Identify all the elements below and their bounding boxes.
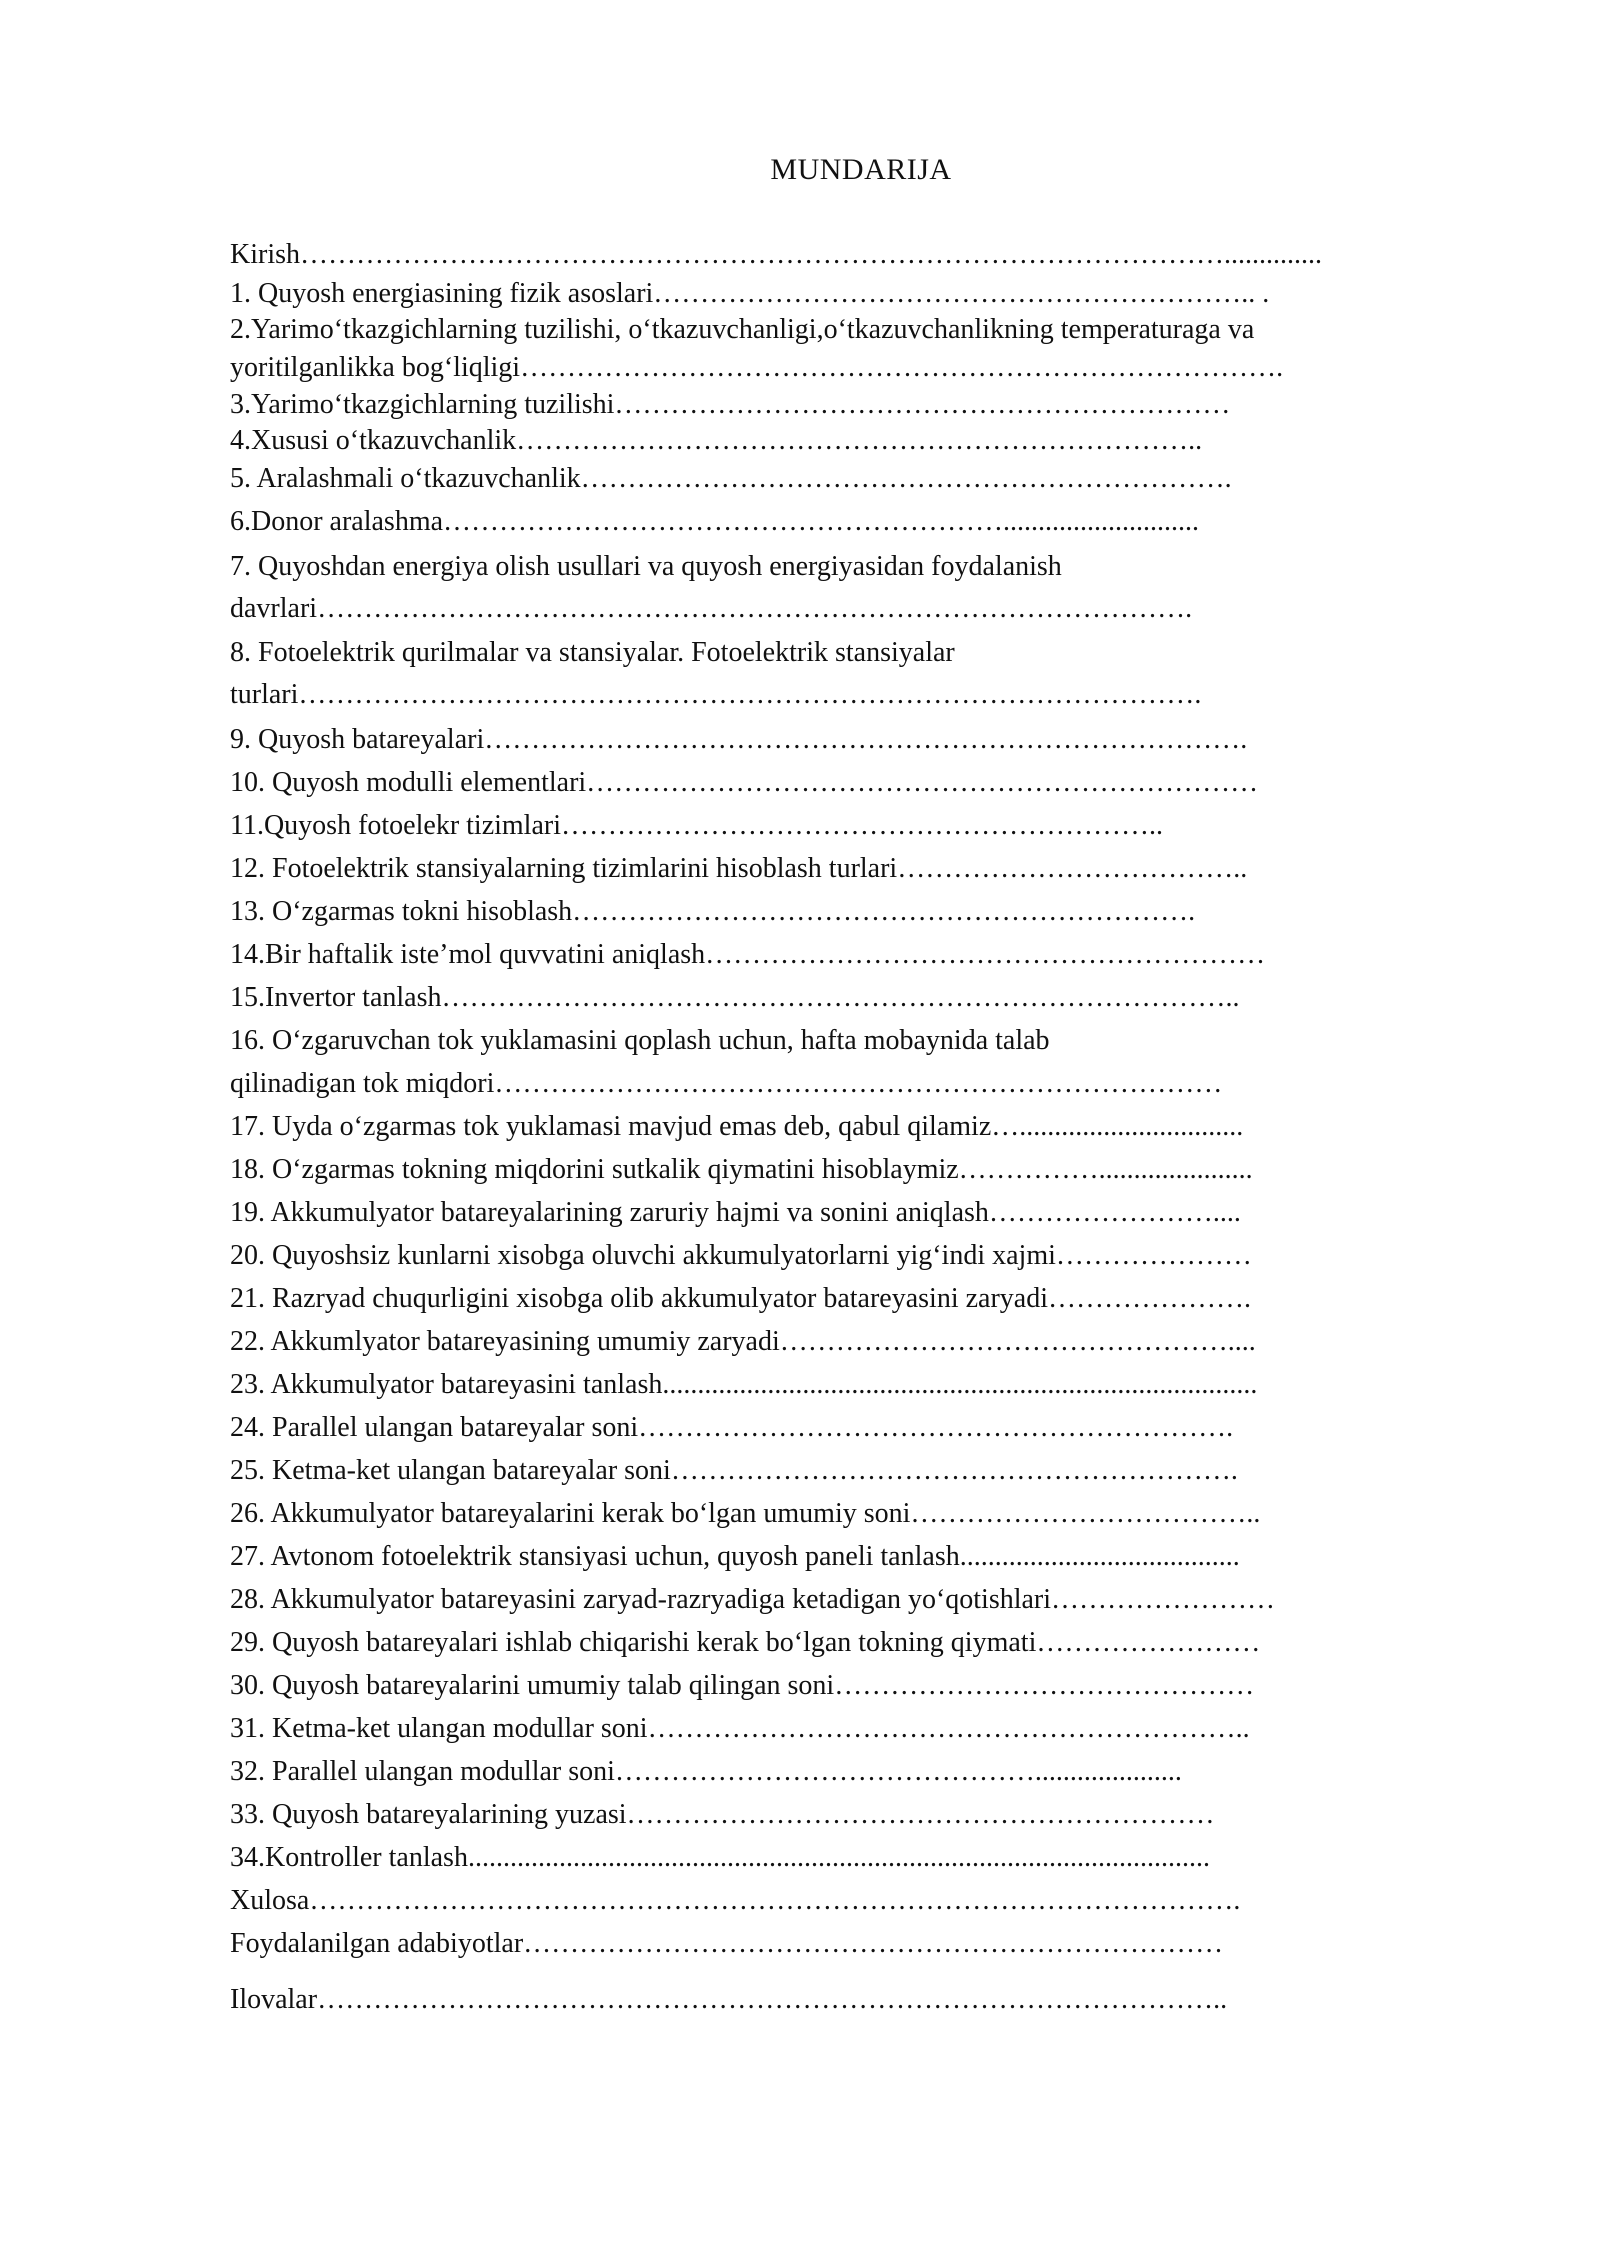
toc-entry: 26. Akkumulyator batareyalarini kerak bo‘lgan umumiy soni………………………………..: [230, 1498, 1261, 1529]
toc-entry: 18. O‘zgarmas tokning miqdorini sutkalik qiymatini hisoblaymiz……………......................: [230, 1154, 1253, 1185]
toc-entry: 15.Invertor tanlash…………………………………………………………………………..: [230, 982, 1240, 1013]
toc-entry: 17. Uyda o‘zgarmas tok yuklamasi mavjud emas deb, qabul qilamiz…................................: [230, 1111, 1244, 1142]
toc-entry: 29. Quyosh batareyalari ishlab chiqarishi kerak bo‘lgan tokning qiymati……………………: [230, 1627, 1261, 1658]
toc-entry: 31. Ketma-ket ulangan modullar soni………………………………………………………..: [230, 1713, 1250, 1744]
toc-entry: 20. Quyoshsiz kunlarni xisobga oluvchi akkumulyatorlarni yig‘indi xajmi…………………: [230, 1240, 1252, 1271]
toc-entry-line: 7. Quyoshdan energiya olish usullari va quyosh energiyasidan foydalanish: [230, 551, 1062, 582]
toc-entry: 11.Quyosh fotoelekr tizimlari………………………………………………………..: [230, 810, 1163, 841]
toc-entry: Ilovalar……………………………………………………………………………………..: [230, 1984, 1228, 2015]
toc-entry: 1. Quyosh energiasining fizik asoslari……………………………………………………….. .: [230, 278, 1270, 309]
toc-entry-line: qilinadigan tok miqdori……………………………………………………………………: [230, 1068, 1223, 1099]
toc-entry: 12. Fotoelektrik stansiyalarning tizimlarini hisoblash turlari………………………………..: [230, 853, 1248, 884]
toc-entry: 14.Bir haftalik iste’mol quvvatini aniqlash……………………………………………………: [230, 939, 1266, 970]
toc-entry-line: 16. O‘zgaruvchan tok yuklamasini qoplash uchun, hafta mobaynida talab: [230, 1025, 1050, 1056]
toc-entry: 3.Yarimo‘tkazgichlarning tuzilishi…………………………………………………………: [230, 389, 1231, 420]
toc-entry: 33. Quyosh batareyalarining yuzasi………………………………………………………: [230, 1799, 1215, 1830]
toc-entry-line: 2.Yarimo‘tkazgichlarning tuzilishi, o‘tkazuvchanligi,o‘tkazuvchanlikning temperaturaga va: [230, 314, 1255, 345]
toc-entry: 5. Aralashmali o‘tkazuvchanlik…………………………………………………………….: [230, 463, 1232, 494]
page-title: MUNDARIJA: [770, 153, 952, 186]
toc-entry: 32. Parallel ulangan modullar soni……………………………………….....................: [230, 1756, 1182, 1787]
toc-entry: 27. Avtonom fotoelektrik stansiyasi uchun, quyosh paneli tanlash........................................: [230, 1541, 1240, 1572]
toc-entry-line: davrlari………………………………………………………………………………….: [230, 593, 1193, 624]
toc-entry: Foydalanilgan adabiyotlar…………………………………………………………………: [230, 1928, 1224, 1959]
toc-entry: 24. Parallel ulangan batareyalar soni……………………………………………………….: [230, 1412, 1234, 1443]
toc-entry: Kirish………………………………………………………………………………………..............: [230, 239, 1322, 270]
toc-entry: 23. Akkumulyator batareyasini tanlash.....................................................................................: [230, 1369, 1258, 1400]
toc-entry-line: yoritilganlikka bog‘liqligi……………………………………………………………………….: [230, 352, 1284, 383]
toc-entry: 19. Akkumulyator batareyalarining zaruriy hajmi va sonini aniqlash……………………....: [230, 1197, 1241, 1228]
toc-entry: 9. Quyosh batareyalari……………………………………………………………………….: [230, 724, 1248, 755]
toc-entry: 6.Donor aralashma……………………………………………………............................: [230, 506, 1200, 537]
toc-entry: 30. Quyosh batareyalarini umumiy talab qilingan soni………………………………………: [230, 1670, 1255, 1701]
toc-entry: Xulosa……………………………………………………………………………………….: [230, 1885, 1241, 1916]
toc-entry: 10. Quyosh modulli elementlari………………………………………………………………: [230, 767, 1259, 798]
toc-entry-line: 8. Fotoelektrik qurilmalar va stansiyalar. Fotoelektrik stansiyalar: [230, 637, 955, 668]
toc-entry: 4.Xususi o‘tkazuvchanlik………………………………………………………………..: [230, 425, 1203, 456]
toc-entry-line: turlari…………………………………………………………………………………….: [230, 679, 1202, 710]
toc-entry: 22. Akkumlyator batareyasining umumiy zaryadi…………………………………………....: [230, 1326, 1256, 1357]
toc-entry: 25. Ketma-ket ulangan batareyalar soni…………………………………………………….: [230, 1455, 1238, 1486]
toc-entry: 34.Kontroller tanlash..........................................................................................................: [230, 1842, 1210, 1873]
toc-entry: 13. O‘zgarmas tokni hisoblash………………………………………………………….: [230, 896, 1196, 927]
toc-entry: 21. Razryad chuqurligini xisobga olib akkumulyator batareyasini zaryadi………………….: [230, 1283, 1251, 1314]
toc-entry: 28. Akkumulyator batareyasini zaryad-razryadiga ketadigan yo‘qotishlari……………………: [230, 1584, 1276, 1615]
